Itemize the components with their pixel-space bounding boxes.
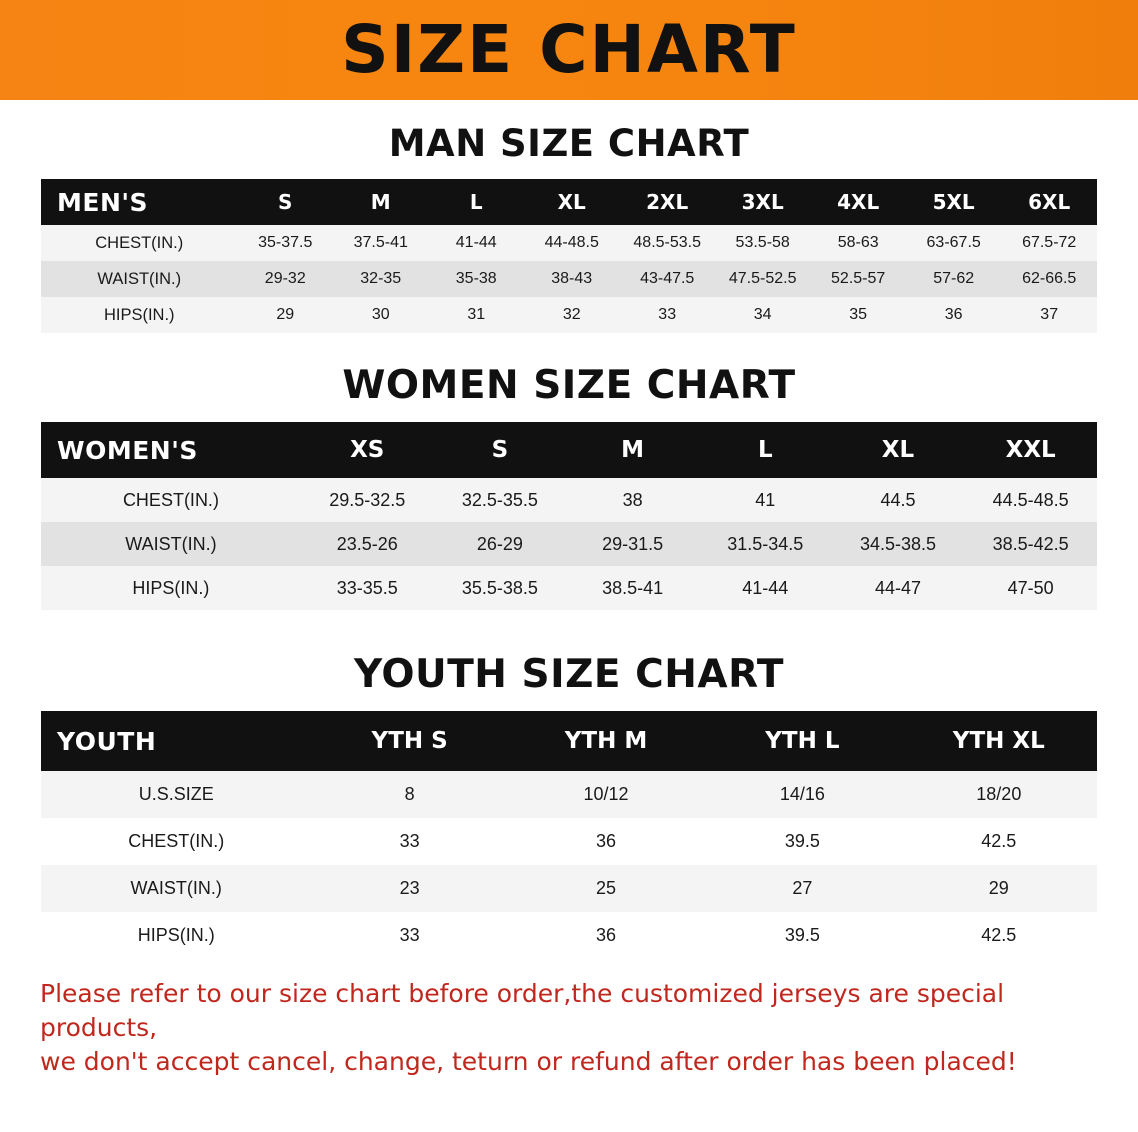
- table-cell: 23.5-26: [301, 522, 434, 566]
- table-cell: 14/16: [704, 771, 900, 818]
- table-cell: 38-43: [524, 261, 619, 297]
- table-cell: 58-63: [810, 225, 905, 261]
- table-cell: 44.5: [832, 478, 965, 522]
- table-cell: 29: [238, 297, 333, 333]
- table-cell: 33: [311, 818, 507, 865]
- table-cell: 34: [715, 297, 810, 333]
- women-header-s: S: [434, 422, 567, 478]
- women-table-head: [41, 422, 1097, 478]
- man-header-6xl: 6XL: [1001, 179, 1097, 225]
- man-table-wrapper: [0, 179, 1138, 333]
- man-header-label: MEN'S: [41, 179, 238, 225]
- table-cell: 41: [699, 478, 832, 522]
- table-cell: 37: [1001, 297, 1097, 333]
- table-cell: 33: [311, 912, 507, 959]
- table-cell: 10/12: [508, 771, 704, 818]
- women-row-label-waist: WAIST(IN.): [41, 522, 301, 566]
- table-cell: 35-38: [428, 261, 523, 297]
- youth-header-yth-xl: YTH XL: [901, 711, 1097, 771]
- table-cell: 35-37.5: [238, 225, 333, 261]
- table-cell: 47-50: [964, 566, 1097, 610]
- table-cell: 38: [566, 478, 699, 522]
- table-cell: 30: [333, 297, 428, 333]
- youth-row-label-chest: CHEST(IN.): [41, 818, 311, 865]
- man-row-label-waist: WAIST(IN.): [41, 261, 238, 297]
- table-cell: 52.5-57: [810, 261, 905, 297]
- table-cell: 57-62: [906, 261, 1001, 297]
- table-cell: 38.5-42.5: [964, 522, 1097, 566]
- table-cell: 32: [524, 297, 619, 333]
- women-header-l: L: [699, 422, 832, 478]
- policy-note-line-1: Please refer to our size chart before order,the customized jerseys are special products,: [40, 979, 1005, 1042]
- table-cell: 36: [508, 818, 704, 865]
- table-cell: 33-35.5: [301, 566, 434, 610]
- women-header-xl: XL: [832, 422, 965, 478]
- table-cell: 41-44: [699, 566, 832, 610]
- man-header-s: S: [238, 179, 333, 225]
- table-cell: 33: [619, 297, 714, 333]
- table-header-row: [41, 711, 1097, 771]
- man-header-xl: XL: [524, 179, 619, 225]
- women-table-wrapper: [0, 422, 1138, 610]
- table-cell: 53.5-58: [715, 225, 810, 261]
- table-cell: 47.5-52.5: [715, 261, 810, 297]
- table-row: [41, 566, 1097, 610]
- table-cell: 39.5: [704, 912, 900, 959]
- table-row: [41, 297, 1097, 333]
- table-cell: 29: [901, 865, 1097, 912]
- table-row: [41, 522, 1097, 566]
- table-cell: 48.5-53.5: [619, 225, 714, 261]
- table-cell: 27: [704, 865, 900, 912]
- table-cell: 62-66.5: [1001, 261, 1097, 297]
- women-header-xs: XS: [301, 422, 434, 478]
- table-cell: 38.5-41: [566, 566, 699, 610]
- table-cell: 32-35: [333, 261, 428, 297]
- women-section-title: WOMEN SIZE CHART: [342, 363, 796, 408]
- table-cell: 67.5-72: [1001, 225, 1097, 261]
- man-row-label-hips: HIPS(IN.): [41, 297, 238, 333]
- table-row: [41, 865, 1097, 912]
- table-row: [41, 261, 1097, 297]
- man-header-5xl: 5XL: [906, 179, 1001, 225]
- youth-header-yth-m: YTH M: [508, 711, 704, 771]
- table-cell: 36: [508, 912, 704, 959]
- table-cell: 29-32: [238, 261, 333, 297]
- policy-note: [40, 977, 1098, 1078]
- table-cell: 25: [508, 865, 704, 912]
- table-cell: 43-47.5: [619, 261, 714, 297]
- table-cell: 44-47: [832, 566, 965, 610]
- women-row-label-chest: CHEST(IN.): [41, 478, 301, 522]
- youth-size-table: [41, 711, 1097, 959]
- table-cell: 35.5-38.5: [434, 566, 567, 610]
- youth-table-head: [41, 711, 1097, 771]
- table-cell: 35: [810, 297, 905, 333]
- man-table-body: [41, 225, 1097, 333]
- man-size-table: [41, 179, 1097, 333]
- women-header-xxl: XXL: [964, 422, 1097, 478]
- table-cell: 23: [311, 865, 507, 912]
- table-row: [41, 771, 1097, 818]
- youth-header-yth-l: YTH L: [704, 711, 900, 771]
- table-cell: 39.5: [704, 818, 900, 865]
- youth-row-label-waist: WAIST(IN.): [41, 865, 311, 912]
- man-section-title: MAN SIZE CHART: [388, 122, 750, 165]
- table-row: [41, 225, 1097, 261]
- women-size-table: [41, 422, 1097, 610]
- table-cell: 44.5-48.5: [964, 478, 1097, 522]
- women-header-m: M: [566, 422, 699, 478]
- table-row: [41, 478, 1097, 522]
- youth-header-label: YOUTH: [41, 711, 311, 771]
- page-title: SIZE CHART: [341, 11, 797, 88]
- table-header-row: [41, 422, 1097, 478]
- table-row: [41, 818, 1097, 865]
- page-banner: [0, 0, 1138, 100]
- table-cell: 44-48.5: [524, 225, 619, 261]
- table-cell: 37.5-41: [333, 225, 428, 261]
- youth-row-label-hips: HIPS(IN.): [41, 912, 311, 959]
- table-cell: 26-29: [434, 522, 567, 566]
- man-table-head: [41, 179, 1097, 225]
- women-row-label-hips: HIPS(IN.): [41, 566, 301, 610]
- table-row: [41, 912, 1097, 959]
- youth-table-body: [41, 771, 1097, 959]
- man-header-4xl: 4XL: [810, 179, 905, 225]
- women-table-body: [41, 478, 1097, 610]
- table-cell: 36: [906, 297, 1001, 333]
- table-header-row: [41, 179, 1097, 225]
- table-cell: 29-31.5: [566, 522, 699, 566]
- youth-section-title: YOUTH SIZE CHART: [354, 652, 784, 697]
- table-cell: 34.5-38.5: [832, 522, 965, 566]
- youth-row-label-us-size: U.S.SIZE: [41, 771, 311, 818]
- man-header-m: M: [333, 179, 428, 225]
- man-header-l: L: [428, 179, 523, 225]
- table-cell: 32.5-35.5: [434, 478, 567, 522]
- table-cell: 63-67.5: [906, 225, 1001, 261]
- policy-note-line-2: we don't accept cancel, change, teturn or refund after order has been placed!: [40, 1046, 1017, 1076]
- man-row-label-chest: CHEST(IN.): [41, 225, 238, 261]
- women-header-label: WOMEN'S: [41, 422, 301, 478]
- man-header-3xl: 3XL: [715, 179, 810, 225]
- table-cell: 31.5-34.5: [699, 522, 832, 566]
- table-cell: 31: [428, 297, 523, 333]
- youth-header-yth-s: YTH S: [311, 711, 507, 771]
- table-cell: 29.5-32.5: [301, 478, 434, 522]
- table-cell: 41-44: [428, 225, 523, 261]
- table-cell: 18/20: [901, 771, 1097, 818]
- youth-table-wrapper: [0, 711, 1138, 959]
- table-cell: 42.5: [901, 818, 1097, 865]
- man-header-2xl: 2XL: [619, 179, 714, 225]
- table-cell: 42.5: [901, 912, 1097, 959]
- table-cell: 8: [311, 771, 507, 818]
